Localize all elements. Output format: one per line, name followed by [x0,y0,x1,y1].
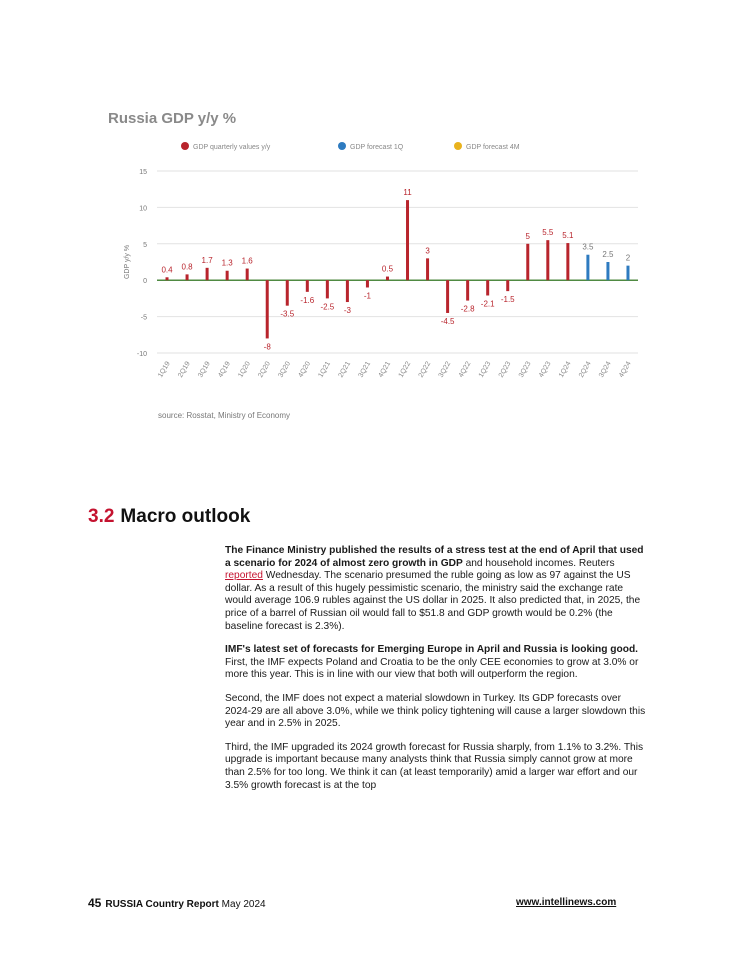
x-tick-label: 1Q21 [317,360,333,379]
x-tick-label: 4Q21 [377,360,393,379]
footer-report-info [88,896,266,910]
x-tick-label: 3Q20 [277,360,293,379]
x-tick-label: 2Q22 [417,360,433,379]
bar [206,268,209,280]
data-label: 0.4 [161,265,173,275]
bar [266,280,269,338]
data-label: -1.5 [500,295,515,305]
data-label: 1.7 [201,255,213,265]
bar [286,280,289,305]
bar [566,243,569,280]
x-tick-label: 3Q19 [197,360,212,379]
bar [486,280,489,295]
data-label: 1.3 [221,258,233,268]
bar [506,280,509,291]
data-label: -2.5 [320,302,335,312]
paragraph-1 [225,545,649,633]
paragraph-lead: The Finance Ministry published the results of a stress test at the end of April that used a scenario for 2024 of almost zero growth in GDP [225,545,644,569]
data-label: 3.5 [582,242,594,252]
data-label: -3.5 [280,309,295,319]
y-axis-label: GDP y/y % [124,244,131,280]
x-tick-label: 1Q20 [237,360,252,379]
y-tick-label: -5 [140,314,147,322]
bar [226,271,229,280]
paragraph-text: Second, the IMF does not expect a material slowdown in Turkey. Its GDP forecasts over 2024-29 are all above 3.0%, while we think policy tightening will cause a larger slowdown this year and in 2.5% in 2025. [225,692,646,730]
data-label: 11 [403,188,412,198]
x-tick-label: 3Q24 [598,360,613,379]
x-tick-label: 3Q21 [357,360,373,379]
legend-label: GDP quarterly values y/y [193,144,271,151]
x-tick-label: 2Q24 [578,360,593,379]
data-label: 3 [425,246,430,256]
bar [606,262,609,280]
data-label: 0.5 [381,264,394,274]
x-tick-label: 2Q21 [337,360,353,379]
y-tick-label: 15 [139,169,147,176]
data-label: -8 [263,342,271,352]
data-label: 1.6 [241,256,253,266]
section-heading [88,506,250,528]
y-tick-label: 10 [139,205,147,213]
bar [306,280,309,292]
paragraph-4 [225,742,649,792]
article-body [225,545,649,803]
data-label: -4.5 [440,316,455,326]
footer-website-link[interactable]: www.intellinews.com [516,897,617,908]
bar [186,274,189,280]
paragraph-lead: IMF's latest set of forecasts for Emerging Europe in April and Russia is looking good. [225,644,639,656]
legend-marker [338,142,346,150]
paragraph-3 [225,693,649,731]
x-tick-label: 4Q24 [618,360,633,379]
paragraph-2 [225,644,649,682]
page-number: 45 [88,896,102,910]
paragraph-text: and household incomes. Reuters [462,557,615,569]
x-tick-label: 1Q19 [157,360,172,379]
x-tick-label: 3Q23 [517,360,533,379]
bar [526,244,529,280]
legend-label: GDP forecast 4M [466,144,520,151]
y-tick-label: 0 [143,278,147,286]
bar [406,200,409,280]
x-tick-label: 1Q23 [477,360,493,379]
paragraph-text: Third, the IMF upgraded its 2024 growth forecast for Russia sharply, from 1.1% to 3.2%. This upgrade is important because many analysts think that Russia simply cannot grow at more than 2.5% for too long. We think it can (at least temporarily) amid a larger war effort and our 3.5% growth forecast is at the top [225,741,644,791]
x-tick-label: 1Q22 [397,360,413,379]
data-label: -2.1 [480,299,495,309]
bar [246,269,249,281]
legend-marker [181,142,189,150]
reported-link[interactable]: reported [225,570,263,582]
y-tick-label: -10 [136,351,147,358]
x-tick-label: 4Q19 [217,360,232,379]
paragraph-text: First, the IMF expects Poland and Croatia to be the only CEE economies to grow at 3.0% or more this year. This is in line with our view that both will outperform the region. [225,656,639,681]
bar [366,280,369,287]
bar [626,266,629,281]
report-name: RUSSIA Country Report [105,899,219,910]
bar [546,240,549,280]
data-label: 5.1 [562,231,574,241]
bar [426,258,429,280]
data-label: -1 [363,291,371,301]
x-tick-label: 2Q23 [497,360,513,379]
x-tick-label: 2Q20 [257,360,272,379]
data-label: 5 [525,231,530,241]
section-number: 3.2 [88,506,115,527]
y-tick-label: 5 [143,241,147,249]
bar [346,280,349,302]
x-tick-label: 4Q22 [457,360,473,379]
x-tick-label: 1Q24 [557,360,573,379]
x-tick-label: 4Q20 [297,360,313,379]
legend-marker [454,142,462,150]
bar [386,277,389,281]
section-title: Macro outlook [120,506,251,527]
chart-source: source: Rosstat, Ministry of Economy [158,411,291,420]
paragraph-text: Wednesday. The scenario presumed the ruble going as low as 97 against the US dollar. As a result of this hugely pessimistic scenario, the ministry said the exchange rate would average 106.9 rubles against the US dollar in 2025. It also predicted that, in 2025, the price of a barrel of Russian oil would fall to $51.8 and GDP growth would be 0.2% (the baseline forecast is 2.3%). [225,570,641,632]
data-label: 5.5 [542,228,554,238]
chart-title: Russia GDP y/y % [108,110,237,127]
gdp-bar-chart [0,0,742,420]
legend-label: GDP forecast 1Q [350,144,404,151]
bar [586,255,589,280]
data-label: 2.5 [602,250,614,259]
data-label: 0.8 [181,262,193,272]
bar [166,277,169,280]
x-tick-label: 4Q23 [537,360,553,379]
data-label: -3 [343,306,351,316]
report-date: May 2024 [221,899,266,910]
data-label: -2.8 [460,304,475,314]
bar [466,280,469,300]
x-tick-label: 2Q19 [177,360,192,379]
data-label: -1.6 [300,295,315,305]
data-label: 2 [625,253,631,263]
x-tick-label: 3Q22 [437,360,453,379]
bar [446,280,449,313]
bar [326,280,329,298]
